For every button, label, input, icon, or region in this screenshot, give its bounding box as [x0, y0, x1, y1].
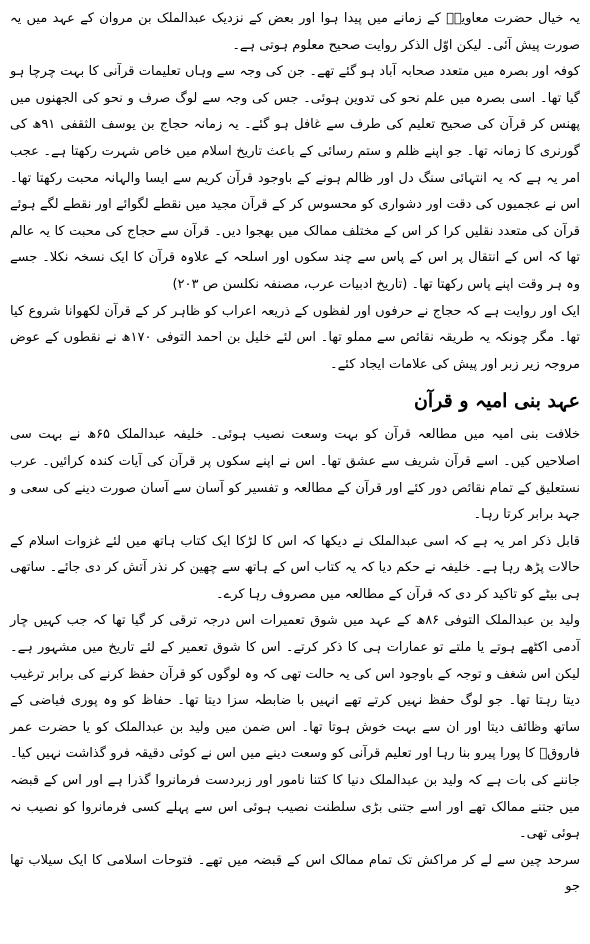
paragraph-khalil-vowel-marks: ایک اور روایت ہے کہ حجاج نے حرفوں اور لفظوں کے ذریعہ اعراب کو ظاہر کر کے قرآن لکھوانا شروع کیا تھا۔ مگر چونکہ یہ طریقہ نقائص سے مملو تھا۔ اس لئے خلیل بن احمد التوفی ۱۷۰ھ نے نقطوں کے عوض مروجہ زیر زبر اور پیش کی علامات ایجاد کئے۔	[10, 303, 580, 372]
paragraph-china-to-morocco: سرحد چین سے لے کر مراکش تک تمام ممالک اس کے قبضہ میں تھے۔ فتوحات اسلامی کا ایک سیلاب تھا جو	[10, 852, 580, 895]
paragraph-origin-of-dots: یہ خیال حضرت معاویہؓ کے زمانے میں پیدا ہوا اور بعض کے نزدیک عبدالملک بن مروان کے عہد میں یہ صورت پیش آئی۔ لیکن اوّل الذکر روایت صحیح معلوم ہوتی ہے۔	[10, 11, 580, 53]
section-heading-umayyad-quran: عہد بنی امیہ و قرآن	[413, 390, 580, 413]
paragraph-abdul-malik-son-book: قابل ذکر امر یہ ہے کہ اسی عبدالملک نے دیکھا کہ اس کا لڑکا ایک کتاب ہاتھ میں لئے غزوات اسلام کے حالات پڑھ رہا ہے۔ خلیفہ نے حکم دیا کہ یہ کتاب اس کے ہاتھ سے چھین کر نذر آتش کر دی جائے۔ ساتھی ہی بیٹے کو تاکید کر دی کہ قرآن کے مطالعہ میں مصروف رہا کرے۔	[10, 533, 580, 602]
paragraph-walid-building-hifz: ولید بن عبدالملک التوفی ۸۶ھ کے عہد میں شوق تعمیرات اس درجہ ترقی کر گیا تھا کہ جب کہیں چار آدمی اکٹھے ہوتے یا ملتے تو عمارات ہی کا ذکر کرتے۔ اس کا شوق تعمیر کے لئے تاریخ میں مشہور ہے۔ لیکن اس شغف و توجہ کے باوجود اس کی یہ حالت تھی کہ وہ لوگوں کو قرآن حفظ کرنے کی برابر ترغیب دیتا رہتا تھا۔ جو لوگ حفظ نہیں کرتے تھے انہیں با ضابطہ سزا دیتا تھا۔ حفاظ کو وہ پوری فیاضی کے ساتھ وظائف دیتا اور ان سے بہت خوش ہوتا تھا۔ اس ضمن میں ولید بن عبدالملک کو یا حضرت عمر فاروقؓ کا پورا پیرو بنا رہا اور تعلیم قرآنی کو وسعت دینے میں اس نے کوئی دقیقہ فرو گذاشت نہیں کیا۔ جاننے کی بات ہے کہ ولید بن عبدالملک دنیا کا کتنا نامور اور زبردست فرمانروا گذرا ہے اور اس کے قبضہ میں جتنے ممالک تھے اور اسے جتنی بڑی سلطنت نصیب ہوئی اس سے پہلے کسی فرمانروا کو نصیب نہ ہوئی تھی۔	[10, 613, 580, 842]
paragraph-abdul-malik-reforms: خلافت بنی امیہ میں مطالعہ قرآن کو بہت وسعت نصیب ہوئی۔ خلیفہ عبدالملک ۶۵ھ نے بہت سی اصلاحیں کیں۔ اسے قرآن شریف سے عشق تھا۔ اس نے اپنے سکوں پر قرآن کی آیات کندہ کرائیں۔ عرب نستعلیق کے تمام نقائص دور کئے اور قرآن کے مطالعہ و تفسیر کو آسان سے آسان صورت دینے کی سعی و جہد برابر کرتا رہا۔	[10, 427, 580, 523]
paragraph-kufa-basra-hajjaj: کوفہ اور بصرہ میں متعدد صحابہ آباد ہو گئے تھے۔ جن کی وجہ سے وہاں تعلیمات قرآنی کا بہت چرچا ہو گیا تھا۔ اسی بصرہ میں علم نحو کی تدوین ہوئی۔ جس کی وجہ سے لوگ صرف و نحو کی الجھنوں میں پھنس کر قرآن کی صحیح تعلیم کی طرف سے غافل ہو گئے۔ یہ زمانہ حجاج بن یوسف الثقفی ۹۱ھ کی گورنری کا زمانہ تھا۔ جو اپنے ظلم و ستم رسائی کے باعث تاریخ اسلام میں خاص شہرت رکھتا ہے۔ عجب امر یہ ہے کہ یہ انتہائی سنگ دل اور ظالم ہونے کے باوجود قرآن کریم سے ایسا والہانہ محبت رکھتا تھا۔ اس نے عجمیوں کی دقت اور دشواری کو محسوس کر کے قرآن مجید میں نقطے لگوائے اور نقطے لگے ہوئے قرآن کی متعدد نقلیں کرا کر اس کے مختلف ممالک میں بھجوا دیں۔ قرآن سے حجاج کی محبت کا یہ عالم تھا کہ اس کے انتقال پر اس کے پاس سے چند سکوں اور اسلحہ کے علاوہ قرآن کا ایک نسخہ نکلا۔ جسے وہ ہر وقت اپنے پاس رکھتا تھا۔ (تاریخ ادبیات عرب، مصنفہ نکلسن ص ۲۰۳)	[10, 64, 580, 292]
